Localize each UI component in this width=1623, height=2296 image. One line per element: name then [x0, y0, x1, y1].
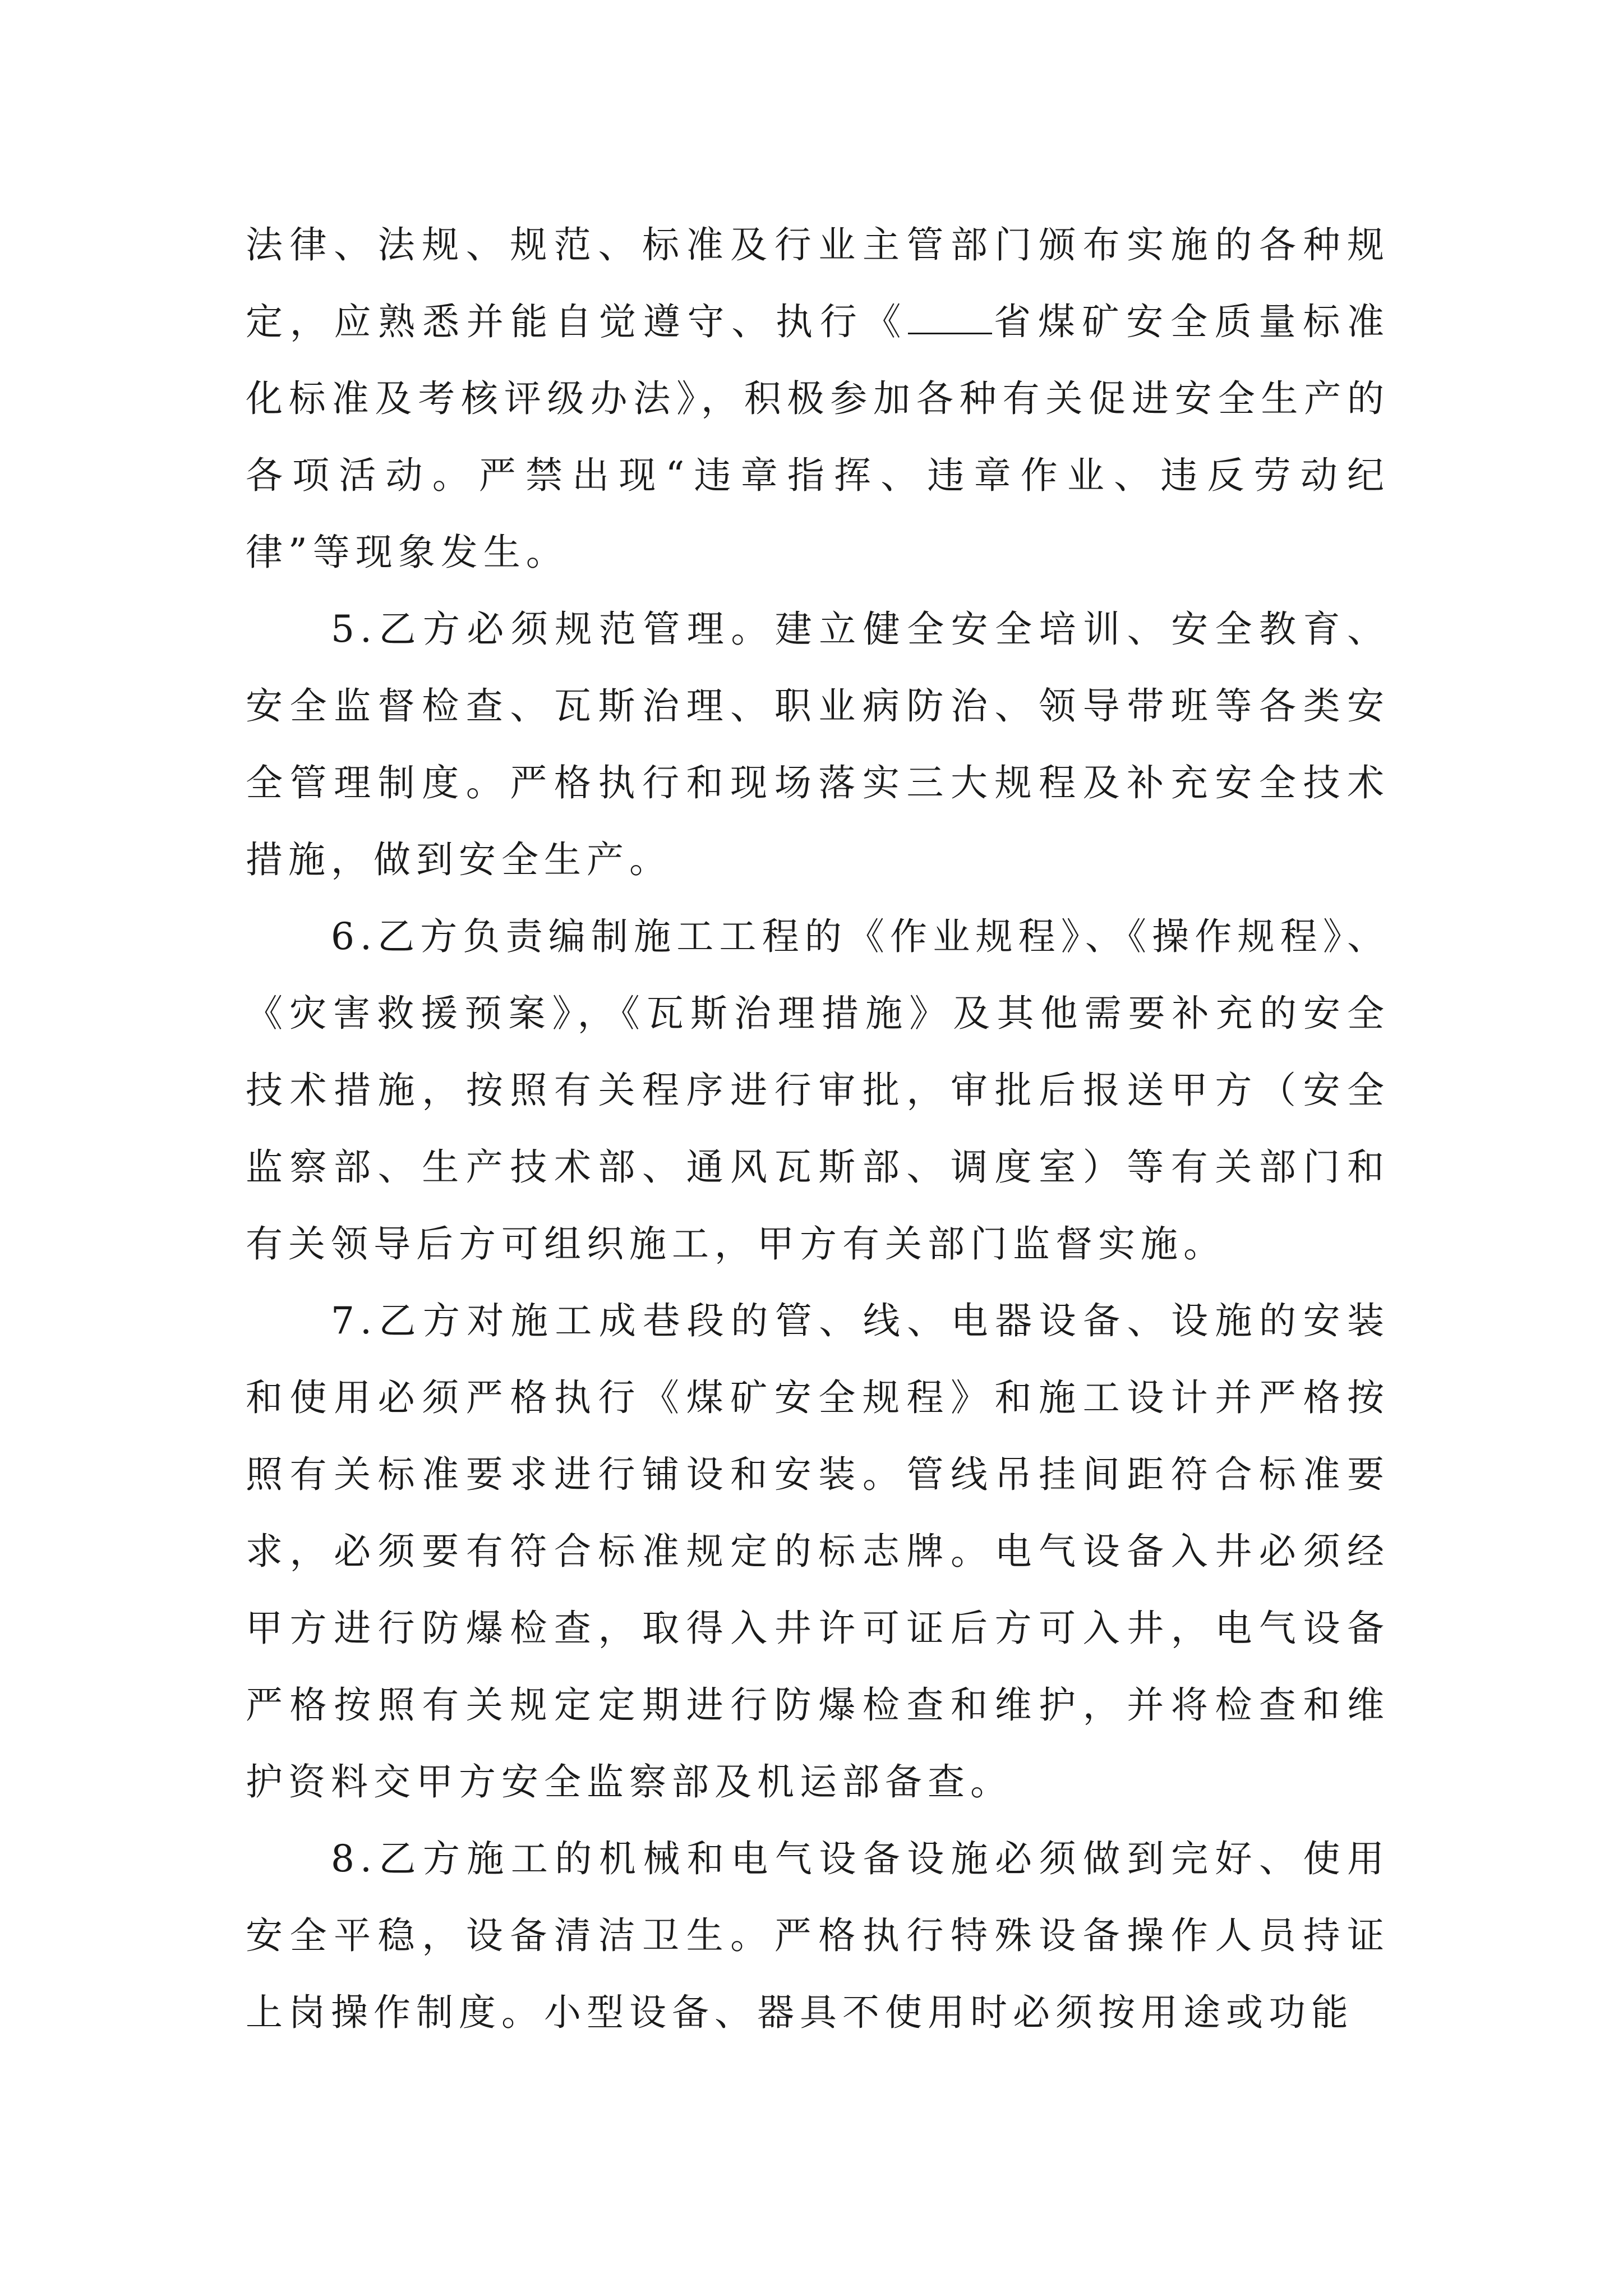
- paragraph-item-7: 7.乙方对施工成巷段的管、线、电器设备、设施的安装和使用必须严格执行《煤矿安全规程》和施工设计并严格按照有关标准要求进行铺设和安装。管线吊挂间距符合标准要求，必须要有符合标准规定的标志牌。电气设备入井必须经甲方进行防爆检查，取得入井许可证后方可入井，电气设备严格按照有关规定定期进行防爆检查和维护，并将检查和维护资料交甲方安全监察部及机运部备查。: [246, 1299, 1390, 1803]
- paragraph-item-8: 8.乙方施工的机械和电气设备设施必须做到完好、使用安全平稳，设备清洁卫生。严格执行特殊设备操作人员持证上岗操作制度。小型设备、器具不使用时必须按用途或功能: [246, 1837, 1390, 2034]
- paragraph-text-part-1: 法律、法规、规范、标准及行业主管部门颁布实施的各种规定，应熟悉并能自觉遵守、执行《: [246, 223, 1390, 343]
- fill-in-blank: [908, 301, 992, 334]
- paragraph-text-part-2: 省煤矿安全质量标准化标准及考核评级办法》，积极参加各种有关促进安全生产的各项活动。严禁出现“违章指挥、违章作业、违反劳动纪律”等现象发生。: [246, 300, 1390, 574]
- paragraph-continuation: [246, 206, 1390, 591]
- paragraph-item-6: 6.乙方负责编制施工工程的《作业规程》、《操作规程》、《灾害救援预案》，《瓦斯治理措施》及其他需要补充的安全技术措施，按照有关程序进行审批，审批后报送甲方（安全监察部、生产技术部、通风瓦斯部、调度室）等有关部门和有关领导后方可组织施工，甲方有关部门监督实施。: [246, 915, 1390, 1266]
- document-body: [246, 206, 1390, 2051]
- paragraph-item-5: 5.乙方必须规范管理。建立健全安全培训、安全教育、安全监督检查、瓦斯治理、职业病防治、领导带班等各类安全管理制度。严格执行和现场落实三大规程及补充安全技术措施，做到安全生产。: [246, 608, 1390, 881]
